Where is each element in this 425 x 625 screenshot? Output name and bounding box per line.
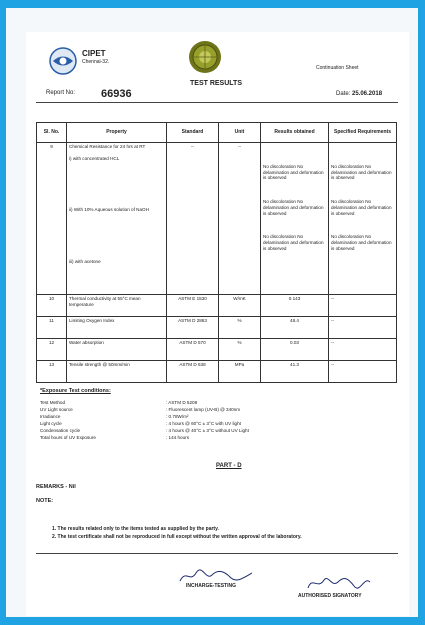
remarks: REMARKS - Nil [36, 484, 76, 490]
exposure-label: UV Light source [40, 407, 73, 412]
requirement-cell: -- [329, 339, 397, 361]
unit-cell: -- [219, 143, 261, 295]
header-divider [36, 102, 398, 103]
incharge-label: INCHARGE-TESTING [186, 583, 236, 589]
table-header-row [37, 123, 397, 143]
exposure-value: : 144 hours [166, 435, 189, 440]
property-title: Chemical Resistance for 24 hrs at RT [69, 144, 146, 149]
col-header: Specified Requirements [329, 123, 397, 143]
result-cell: 48.4 [261, 317, 329, 339]
exposure-heading: *Exposure Test conditions: [40, 388, 111, 394]
result-cell: 0.143 [261, 295, 329, 317]
note-label: NOTE: [36, 498, 54, 504]
document-frame [6, 8, 418, 617]
cipet-logo [48, 46, 78, 76]
report-no-value: 66936 [101, 88, 132, 100]
unit-cell: % [219, 339, 261, 361]
table-row [37, 339, 397, 361]
continuation-sheet-label: Continuation Sheet [316, 65, 359, 71]
authorised-signature [304, 572, 374, 592]
property-cell: Water absorption [67, 339, 167, 361]
exposure-label: Test Method [40, 400, 66, 405]
property-cell: Thermal conductivity at 55°C mean temperature [67, 295, 167, 317]
note-item: 2. The test certificate shall not be reproduced in full except without the written approval of the laboratory. [52, 534, 302, 540]
authorised-signatory-label: AUTHORISED SIGNATORY [298, 593, 362, 599]
exposure-value: : 0.78W/m² [166, 414, 189, 419]
col-header: Unit [219, 123, 261, 143]
sl-cell: 10 [37, 295, 67, 317]
unit-cell: % [219, 317, 261, 339]
property-sub: i) with concentrated HCL [69, 155, 120, 161]
property-cell: Tensile strength @ 50mm/min [67, 361, 167, 383]
result-cell: 41.3 [261, 361, 329, 383]
sl-cell: 9 [37, 143, 67, 295]
sl-cell: 13 [37, 361, 67, 383]
requirement-cell: -- [329, 361, 397, 383]
part-heading: PART - D [216, 463, 242, 469]
property-cell: Limiting Oxygen Index [67, 317, 167, 339]
standard-cell: ASTM E 1530 [167, 295, 219, 317]
property-cell [67, 143, 167, 295]
org-name: CIPET [82, 49, 106, 58]
col-header: Sl. No. [37, 123, 67, 143]
col-header: Results obtained [261, 123, 329, 143]
unit-cell: W/mK [219, 295, 261, 317]
note-item: 1. The results related only to the items tested as supplied by the party. [52, 526, 219, 532]
requirement-cell: -- [329, 317, 397, 339]
org-city: Chennai-32. [82, 59, 110, 65]
exposure-value: : ASTM D 5208 [166, 400, 198, 405]
exposure-label: Total hours of UV Exposure [40, 435, 96, 440]
sl-cell: 12 [37, 339, 67, 361]
date-label: Date: [336, 91, 351, 97]
requirement-text: No discoloration No delamination and deformation is observed [331, 164, 392, 181]
property-sub: iii) with acetone [69, 259, 101, 265]
exposure-label: Condensation cycle [40, 428, 81, 433]
page-title: TEST RESULTS [190, 80, 242, 87]
requirement-cell [329, 143, 397, 295]
table-row [37, 317, 397, 339]
standard-cell: ASTM D 570 [167, 339, 219, 361]
result-cell: 0.03 [261, 339, 329, 361]
standard-cell: ASTM D 638 [167, 361, 219, 383]
property-sub: ii) With 10% Aqueous solution of NaOH [69, 207, 149, 213]
exposure-label: Light cycle [40, 421, 62, 426]
unit-cell: MPa [219, 361, 261, 383]
test-certificate-page [26, 32, 409, 616]
table-row [37, 361, 397, 383]
table-row [37, 143, 397, 295]
footer-divider [36, 553, 398, 554]
exposure-label: Irradiance [40, 414, 61, 419]
result-text: No discoloration No delamination and deformation is observed [263, 199, 324, 216]
exposure-value: : 4 hours @ 40°C ± 3°C without UV Light [166, 428, 249, 433]
date-value: 25.06.2018 [352, 91, 383, 97]
standard-cell: -- [167, 143, 219, 295]
standard-cell: ASTM D 2863 [167, 317, 219, 339]
hologram-seal [188, 40, 222, 74]
result-cell [261, 143, 329, 295]
requirement-cell: -- [329, 295, 397, 317]
sl-cell: 11 [37, 317, 67, 339]
col-header: Property [67, 123, 167, 143]
results-table [36, 122, 397, 383]
requirement-text: No discoloration No delamination and deformation is observed [331, 234, 392, 251]
table-row [37, 295, 397, 317]
exposure-value: : Fluorescent lamp (UV-B) @ 340nm [166, 407, 241, 412]
exposure-value: : 4 hours @ 60°C ± 3°C with UV light [166, 421, 241, 426]
col-header: Standard [167, 123, 219, 143]
report-no-label: Report No: [46, 90, 76, 96]
result-text: No discoloration No delamination and deformation is observed [263, 234, 324, 251]
requirement-text: No discoloration No delamination and deformation is observed [331, 199, 392, 216]
result-text: No discoloration No delamination and deformation is observed [263, 164, 324, 181]
